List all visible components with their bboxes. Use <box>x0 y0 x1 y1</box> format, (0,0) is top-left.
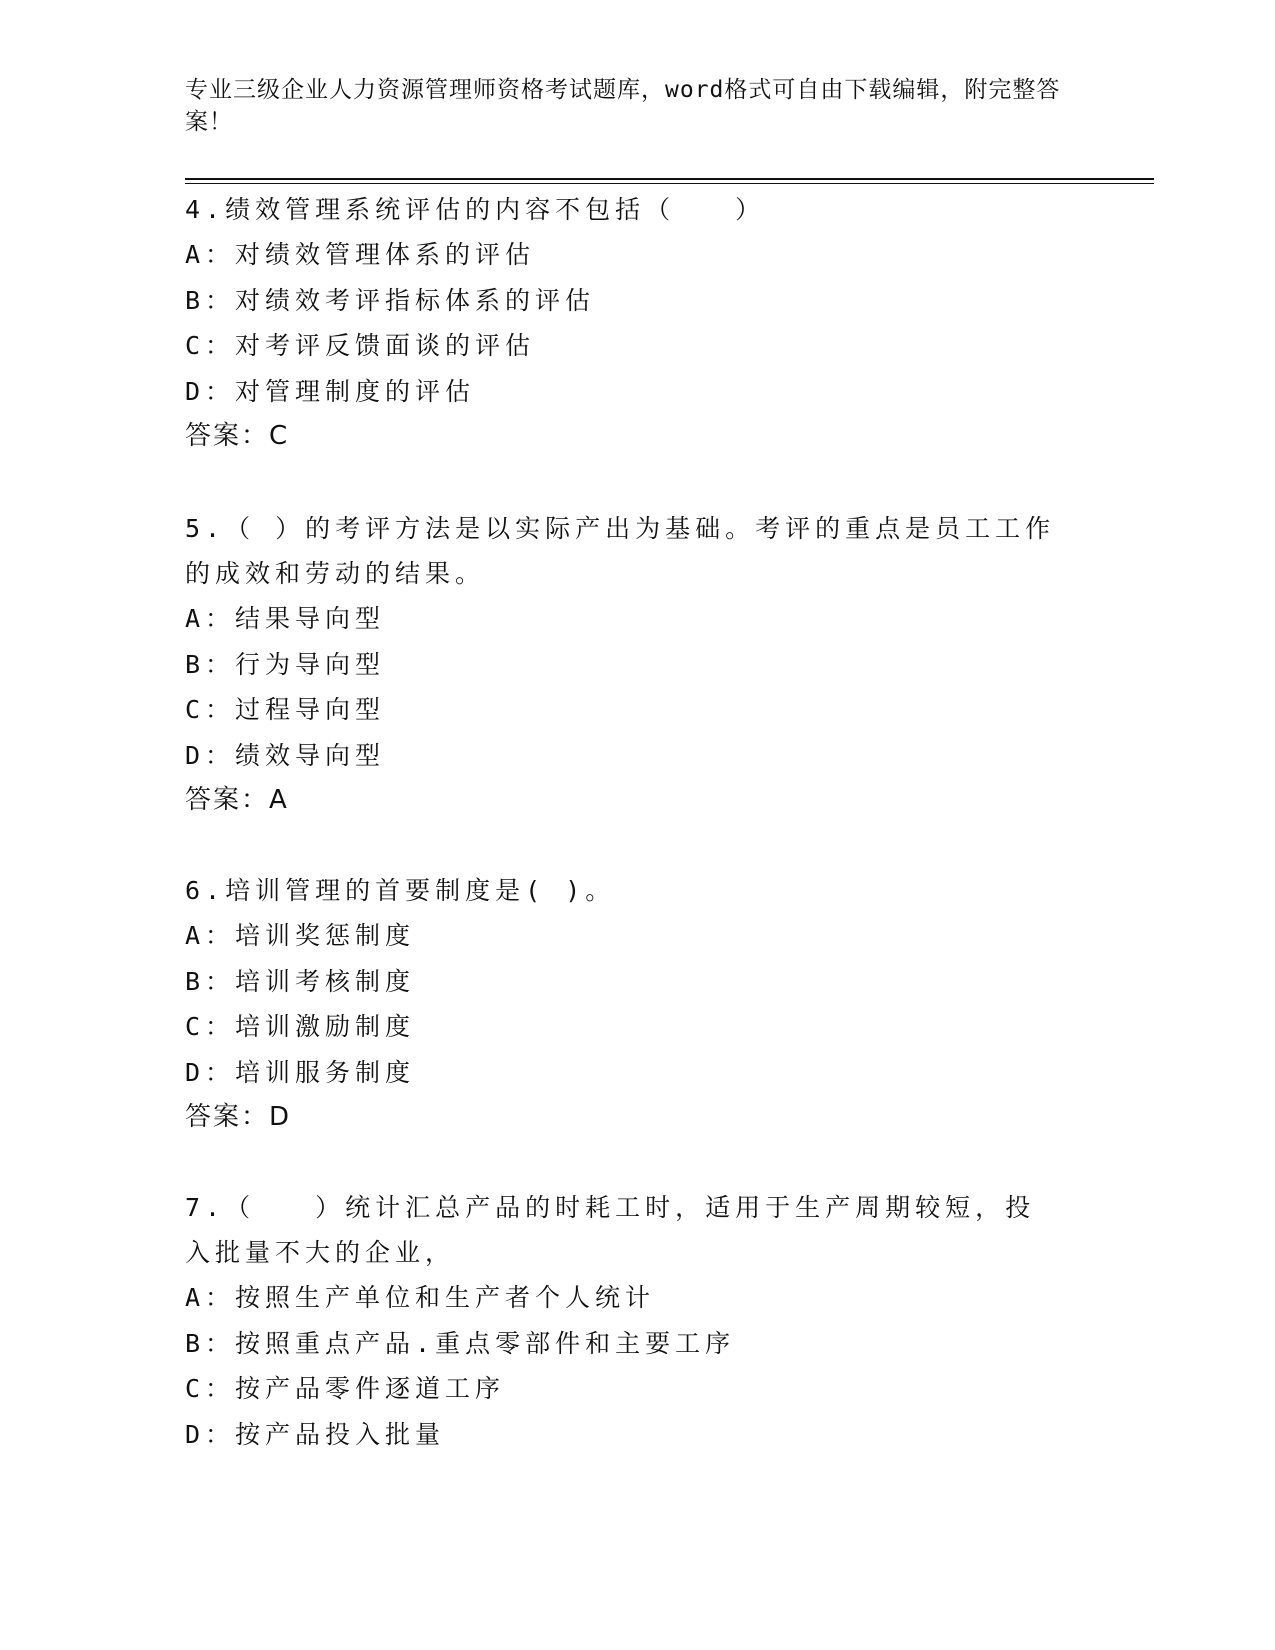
option-a: A：按照生产单位和生产者个人统计 <box>185 1283 656 1312</box>
option-a: A：培训奖惩制度 <box>185 921 416 950</box>
question-6 <box>185 868 1065 1140</box>
answer: 答案：A <box>185 785 289 815</box>
question-4 <box>185 187 1065 459</box>
option-c: C：对考评反馈面谈的评估 <box>185 331 536 360</box>
document-header: 专业三级企业人力资源管理师资格考试题库，word格式可自由下载编辑，附完整答案！ <box>185 77 1061 135</box>
header-rule-thick <box>185 178 1154 180</box>
option-b: B：行为导向型 <box>185 649 386 679</box>
option-b: B：培训考核制度 <box>185 966 416 996</box>
option-b: B：按照重点产品.重点零部件和主要工序 <box>185 1328 736 1358</box>
option-a: A：对绩效管理体系的评估 <box>185 240 536 269</box>
option-c: C：按产品零件逐道工序 <box>185 1374 506 1403</box>
question-stem: 7.（ ）统计汇总产品的时耗工时，适用于生产周期较短，投入批量不大的企业， <box>185 1193 1036 1267</box>
answer: 答案：C <box>185 421 290 451</box>
question-5 <box>185 506 1065 823</box>
answer: 答案：D <box>185 1102 292 1132</box>
question-7 <box>185 1185 1065 1457</box>
question-stem: 4.绩效管理系统评估的内容不包括（ ） <box>185 195 766 224</box>
option-d: D：绩效导向型 <box>185 740 386 770</box>
option-d: D：培训服务制度 <box>185 1057 416 1087</box>
question-stem: 5.（ ）的考评方法是以实际产出为基础。考评的重点是员工工作的成效和劳动的结果。 <box>185 514 1056 588</box>
option-c: C：培训激励制度 <box>185 1012 416 1041</box>
option-d: D：按产品投入批量 <box>185 1419 446 1449</box>
option-c: C：过程导向型 <box>185 695 386 724</box>
header-rule-thin <box>185 183 1154 184</box>
question-stem: 6.培训管理的首要制度是( )。 <box>185 876 616 905</box>
option-d: D：对管理制度的评估 <box>185 376 476 406</box>
option-b: B：对绩效考评指标体系的评估 <box>185 285 596 315</box>
option-a: A：结果导向型 <box>185 604 386 633</box>
